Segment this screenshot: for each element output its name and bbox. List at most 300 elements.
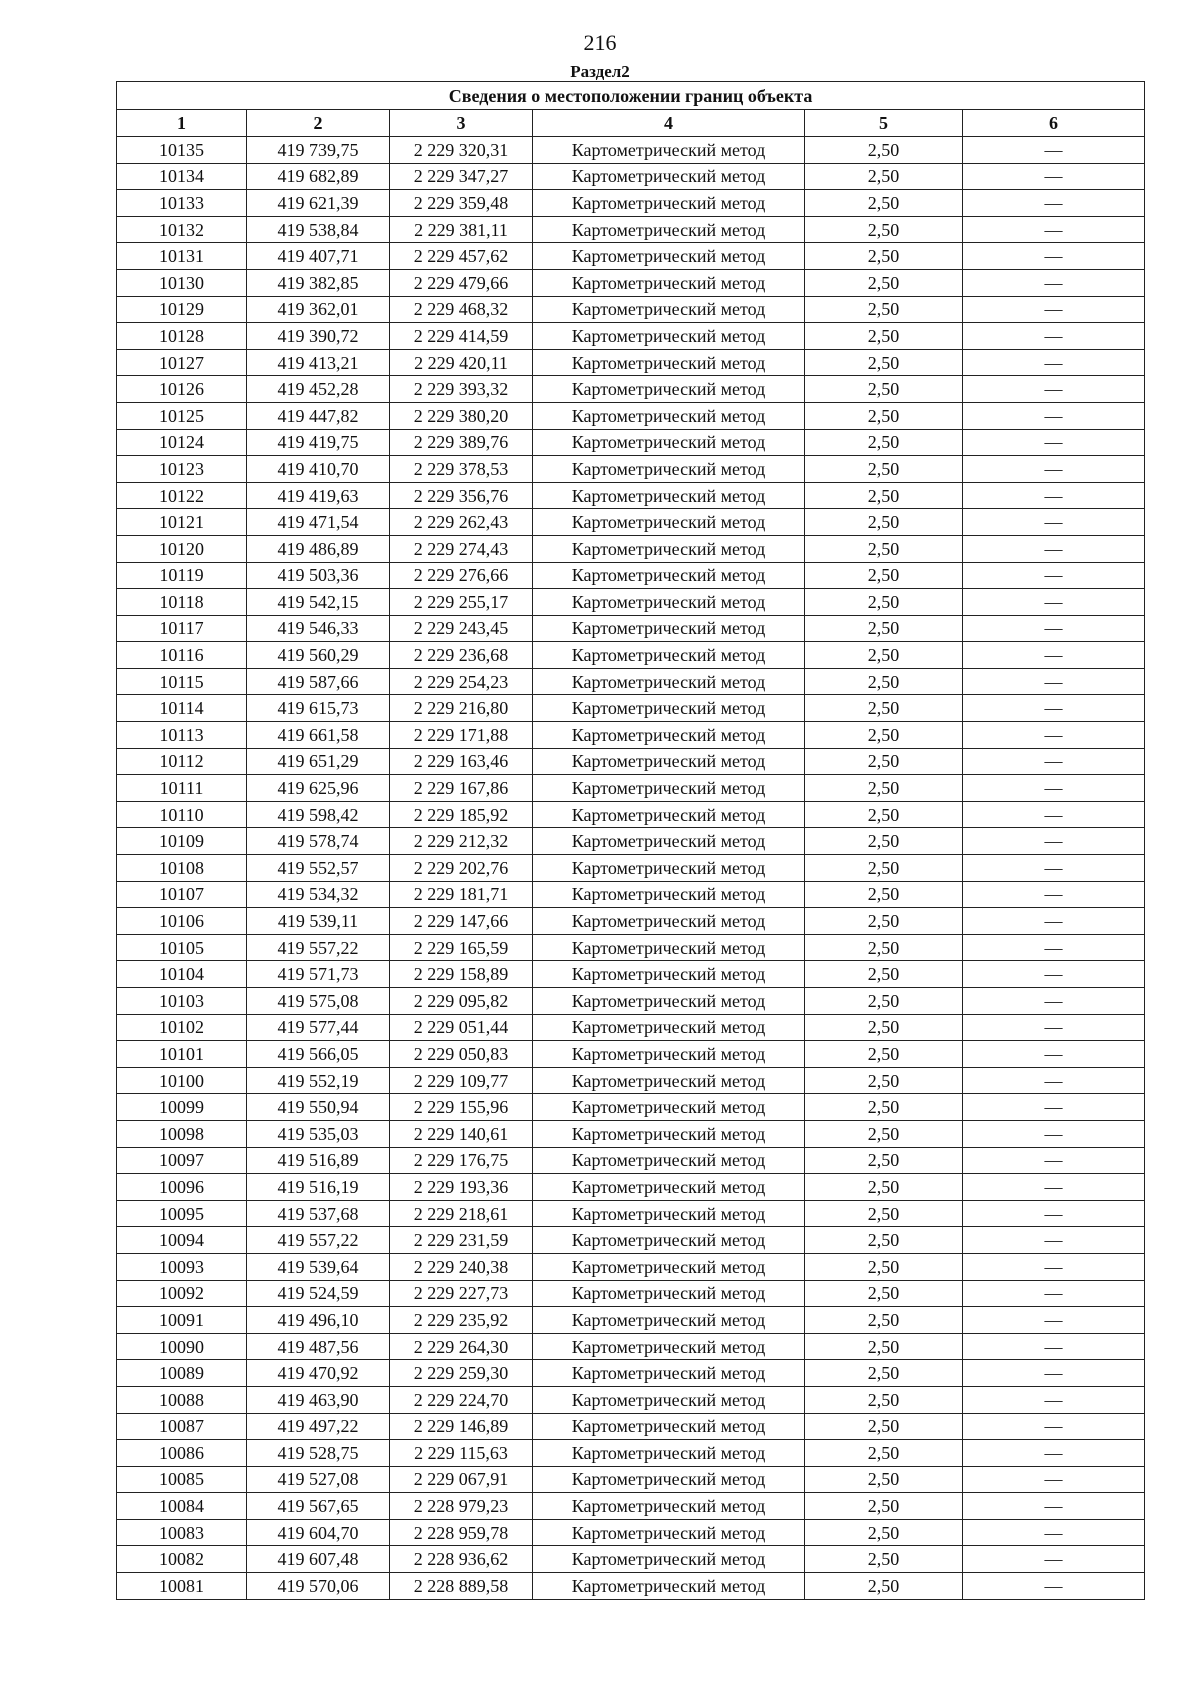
note-cell: —	[963, 1120, 1145, 1147]
x-coordinate-cell: 419 546,33	[247, 615, 390, 642]
y-coordinate-cell: 2 229 468,32	[390, 296, 533, 323]
note-cell: —	[963, 1466, 1145, 1493]
note-cell: —	[963, 1307, 1145, 1334]
point-number-cell: 10112	[117, 748, 247, 775]
x-coordinate-cell: 419 571,73	[247, 961, 390, 988]
point-number-cell: 10135	[117, 137, 247, 164]
method-cell: Картометрический метод	[533, 190, 805, 217]
accuracy-cell: 2,50	[805, 642, 963, 669]
y-coordinate-cell: 2 229 378,53	[390, 456, 533, 483]
accuracy-cell: 2,50	[805, 722, 963, 749]
y-coordinate-cell: 2 229 165,59	[390, 934, 533, 961]
method-cell: Картометрический метод	[533, 988, 805, 1015]
method-cell: Картометрический метод	[533, 429, 805, 456]
y-coordinate-cell: 2 229 140,61	[390, 1120, 533, 1147]
note-cell: —	[963, 1094, 1145, 1121]
y-coordinate-cell: 2 229 167,86	[390, 775, 533, 802]
note-cell: —	[963, 190, 1145, 217]
x-coordinate-cell: 419 739,75	[247, 137, 390, 164]
method-cell: Картометрический метод	[533, 1200, 805, 1227]
table-row	[117, 323, 1145, 350]
accuracy-cell: 2,50	[805, 349, 963, 376]
note-cell: —	[963, 1280, 1145, 1307]
accuracy-cell: 2,50	[805, 828, 963, 855]
accuracy-cell: 2,50	[805, 1253, 963, 1280]
table-row	[117, 668, 1145, 695]
note-cell: —	[963, 562, 1145, 589]
point-number-cell: 10083	[117, 1519, 247, 1546]
method-cell: Картометрический метод	[533, 589, 805, 616]
accuracy-cell: 2,50	[805, 535, 963, 562]
method-cell: Картометрический метод	[533, 722, 805, 749]
y-coordinate-cell: 2 229 356,76	[390, 482, 533, 509]
point-number-cell: 10104	[117, 961, 247, 988]
table-row	[117, 349, 1145, 376]
x-coordinate-cell: 419 577,44	[247, 1014, 390, 1041]
x-coordinate-cell: 419 661,58	[247, 722, 390, 749]
note-cell: —	[963, 642, 1145, 669]
x-coordinate-cell: 419 463,90	[247, 1386, 390, 1413]
accuracy-cell: 2,50	[805, 1573, 963, 1600]
table-header-row	[117, 110, 1145, 137]
method-cell: Картометрический метод	[533, 1014, 805, 1041]
accuracy-cell: 2,50	[805, 775, 963, 802]
y-coordinate-cell: 2 229 185,92	[390, 801, 533, 828]
x-coordinate-cell: 419 447,82	[247, 402, 390, 429]
method-cell: Картометрический метод	[533, 1041, 805, 1068]
accuracy-cell: 2,50	[805, 908, 963, 935]
point-number-cell: 10124	[117, 429, 247, 456]
x-coordinate-cell: 419 621,39	[247, 190, 390, 217]
y-coordinate-cell: 2 229 414,59	[390, 323, 533, 350]
table-row	[117, 615, 1145, 642]
x-coordinate-cell: 419 598,42	[247, 801, 390, 828]
y-coordinate-cell: 2 229 393,32	[390, 376, 533, 403]
point-number-cell: 10081	[117, 1573, 247, 1600]
table-row	[117, 402, 1145, 429]
note-cell: —	[963, 748, 1145, 775]
method-cell: Картометрический метод	[533, 535, 805, 562]
table-row	[117, 1041, 1145, 1068]
accuracy-cell: 2,50	[805, 748, 963, 775]
accuracy-cell: 2,50	[805, 961, 963, 988]
x-coordinate-cell: 419 560,29	[247, 642, 390, 669]
table-row	[117, 1067, 1145, 1094]
column-header: 2	[247, 110, 390, 137]
accuracy-cell: 2,50	[805, 881, 963, 908]
table-row	[117, 1120, 1145, 1147]
y-coordinate-cell: 2 229 109,77	[390, 1067, 533, 1094]
x-coordinate-cell: 419 566,05	[247, 1041, 390, 1068]
x-coordinate-cell: 419 362,01	[247, 296, 390, 323]
method-cell: Картометрический метод	[533, 961, 805, 988]
accuracy-cell: 2,50	[805, 1280, 963, 1307]
point-number-cell: 10102	[117, 1014, 247, 1041]
y-coordinate-cell: 2 229 240,38	[390, 1253, 533, 1280]
point-number-cell: 10121	[117, 509, 247, 536]
table-row	[117, 190, 1145, 217]
note-cell: —	[963, 482, 1145, 509]
method-cell: Картометрический метод	[533, 562, 805, 589]
note-cell: —	[963, 1546, 1145, 1573]
table-row	[117, 828, 1145, 855]
method-cell: Картометрический метод	[533, 216, 805, 243]
point-number-cell: 10131	[117, 243, 247, 270]
point-number-cell: 10123	[117, 456, 247, 483]
method-cell: Картометрический метод	[533, 1120, 805, 1147]
method-cell: Картометрический метод	[533, 801, 805, 828]
x-coordinate-cell: 419 535,03	[247, 1120, 390, 1147]
y-coordinate-cell: 2 229 254,23	[390, 668, 533, 695]
y-coordinate-cell: 2 229 479,66	[390, 269, 533, 296]
y-coordinate-cell: 2 229 212,32	[390, 828, 533, 855]
point-number-cell: 10084	[117, 1493, 247, 1520]
x-coordinate-cell: 419 537,68	[247, 1200, 390, 1227]
accuracy-cell: 2,50	[805, 1546, 963, 1573]
note-cell: —	[963, 1440, 1145, 1467]
table-caption-row	[117, 82, 1145, 110]
method-cell: Картометрический метод	[533, 695, 805, 722]
table-row	[117, 1200, 1145, 1227]
table-row	[117, 216, 1145, 243]
table-row	[117, 1466, 1145, 1493]
table-row	[117, 589, 1145, 616]
point-number-cell: 10125	[117, 402, 247, 429]
x-coordinate-cell: 419 524,59	[247, 1280, 390, 1307]
note-cell: —	[963, 908, 1145, 935]
x-coordinate-cell: 419 557,22	[247, 1227, 390, 1254]
point-number-cell: 10082	[117, 1546, 247, 1573]
point-number-cell: 10109	[117, 828, 247, 855]
table-row	[117, 934, 1145, 961]
method-cell: Картометрический метод	[533, 908, 805, 935]
y-coordinate-cell: 2 228 936,62	[390, 1546, 533, 1573]
table-row	[117, 269, 1145, 296]
point-number-cell: 10107	[117, 881, 247, 908]
table-row	[117, 429, 1145, 456]
x-coordinate-cell: 419 682,89	[247, 163, 390, 190]
note-cell: —	[963, 801, 1145, 828]
accuracy-cell: 2,50	[805, 269, 963, 296]
x-coordinate-cell: 419 486,89	[247, 535, 390, 562]
table-row	[117, 1333, 1145, 1360]
x-coordinate-cell: 419 651,29	[247, 748, 390, 775]
note-cell: —	[963, 323, 1145, 350]
table-row	[117, 1014, 1145, 1041]
point-number-cell: 10130	[117, 269, 247, 296]
table-row	[117, 775, 1145, 802]
table-row	[117, 137, 1145, 164]
table-row	[117, 1280, 1145, 1307]
method-cell: Картометрический метод	[533, 1413, 805, 1440]
point-number-cell: 10091	[117, 1307, 247, 1334]
x-coordinate-cell: 419 410,70	[247, 456, 390, 483]
y-coordinate-cell: 2 229 380,20	[390, 402, 533, 429]
note-cell: —	[963, 349, 1145, 376]
accuracy-cell: 2,50	[805, 509, 963, 536]
y-coordinate-cell: 2 229 181,71	[390, 881, 533, 908]
x-coordinate-cell: 419 539,11	[247, 908, 390, 935]
table-row	[117, 1546, 1145, 1573]
method-cell: Картометрический метод	[533, 1573, 805, 1600]
table-body	[117, 137, 1145, 1600]
table-row	[117, 881, 1145, 908]
point-number-cell: 10108	[117, 855, 247, 882]
note-cell: —	[963, 535, 1145, 562]
method-cell: Картометрический метод	[533, 137, 805, 164]
accuracy-cell: 2,50	[805, 482, 963, 509]
note-cell: —	[963, 1413, 1145, 1440]
accuracy-cell: 2,50	[805, 1014, 963, 1041]
point-number-cell: 10126	[117, 376, 247, 403]
x-coordinate-cell: 419 578,74	[247, 828, 390, 855]
column-header: 4	[533, 110, 805, 137]
note-cell: —	[963, 934, 1145, 961]
table-row	[117, 695, 1145, 722]
y-coordinate-cell: 2 229 193,36	[390, 1174, 533, 1201]
point-number-cell: 10097	[117, 1147, 247, 1174]
note-cell: —	[963, 589, 1145, 616]
point-number-cell: 10100	[117, 1067, 247, 1094]
x-coordinate-cell: 419 407,71	[247, 243, 390, 270]
method-cell: Картометрический метод	[533, 1307, 805, 1334]
table-row	[117, 642, 1145, 669]
method-cell: Картометрический метод	[533, 323, 805, 350]
page-number: 216	[583, 30, 617, 55]
accuracy-cell: 2,50	[805, 1094, 963, 1121]
note-cell: —	[963, 1067, 1145, 1094]
note-cell: —	[963, 1200, 1145, 1227]
table-row	[117, 1573, 1145, 1600]
x-coordinate-cell: 419 557,22	[247, 934, 390, 961]
x-coordinate-cell: 419 413,21	[247, 349, 390, 376]
accuracy-cell: 2,50	[805, 1493, 963, 1520]
table-row	[117, 243, 1145, 270]
note-cell: —	[963, 668, 1145, 695]
table-row	[117, 509, 1145, 536]
accuracy-cell: 2,50	[805, 1120, 963, 1147]
method-cell: Картометрический метод	[533, 1386, 805, 1413]
note-cell: —	[963, 1014, 1145, 1041]
x-coordinate-cell: 419 539,64	[247, 1253, 390, 1280]
note-cell: —	[963, 1386, 1145, 1413]
method-cell: Картометрический метод	[533, 615, 805, 642]
point-number-cell: 10116	[117, 642, 247, 669]
method-cell: Картометрический метод	[533, 163, 805, 190]
x-coordinate-cell: 419 607,48	[247, 1546, 390, 1573]
method-cell: Картометрический метод	[533, 1466, 805, 1493]
point-number-cell: 10114	[117, 695, 247, 722]
note-cell: —	[963, 137, 1145, 164]
note-cell: —	[963, 296, 1145, 323]
y-coordinate-cell: 2 228 979,23	[390, 1493, 533, 1520]
table-row	[117, 988, 1145, 1015]
accuracy-cell: 2,50	[805, 934, 963, 961]
x-coordinate-cell: 419 470,92	[247, 1360, 390, 1387]
y-coordinate-cell: 2 229 216,80	[390, 695, 533, 722]
x-coordinate-cell: 419 516,19	[247, 1174, 390, 1201]
section-title: Раздел2	[570, 62, 630, 81]
method-cell: Картометрический метод	[533, 1067, 805, 1094]
accuracy-cell: 2,50	[805, 695, 963, 722]
note-cell: —	[963, 1041, 1145, 1068]
y-coordinate-cell: 2 228 959,78	[390, 1519, 533, 1546]
x-coordinate-cell: 419 503,36	[247, 562, 390, 589]
y-coordinate-cell: 2 229 255,17	[390, 589, 533, 616]
accuracy-cell: 2,50	[805, 1227, 963, 1254]
note-cell: —	[963, 881, 1145, 908]
y-coordinate-cell: 2 229 202,76	[390, 855, 533, 882]
method-cell: Картометрический метод	[533, 1493, 805, 1520]
point-number-cell: 10127	[117, 349, 247, 376]
method-cell: Картометрический метод	[533, 402, 805, 429]
table-row	[117, 1440, 1145, 1467]
point-number-cell: 10085	[117, 1466, 247, 1493]
accuracy-cell: 2,50	[805, 376, 963, 403]
note-cell: —	[963, 163, 1145, 190]
method-cell: Картометрический метод	[533, 1280, 805, 1307]
table-row	[117, 296, 1145, 323]
note-cell: —	[963, 1227, 1145, 1254]
table-row	[117, 908, 1145, 935]
accuracy-cell: 2,50	[805, 456, 963, 483]
y-coordinate-cell: 2 229 231,59	[390, 1227, 533, 1254]
y-coordinate-cell: 2 229 235,92	[390, 1307, 533, 1334]
y-coordinate-cell: 2 229 051,44	[390, 1014, 533, 1041]
x-coordinate-cell: 419 452,28	[247, 376, 390, 403]
point-number-cell: 10095	[117, 1200, 247, 1227]
table-caption: Сведения о местоположении границ объекта	[117, 82, 1145, 110]
method-cell: Картометрический метод	[533, 775, 805, 802]
method-cell: Картометрический метод	[533, 243, 805, 270]
y-coordinate-cell: 2 229 359,48	[390, 190, 533, 217]
method-cell: Картометрический метод	[533, 1253, 805, 1280]
accuracy-cell: 2,50	[805, 1307, 963, 1334]
note-cell: —	[963, 216, 1145, 243]
y-coordinate-cell: 2 229 264,30	[390, 1333, 533, 1360]
table-row	[117, 1147, 1145, 1174]
table-row	[117, 1413, 1145, 1440]
method-cell: Картометрический метод	[533, 828, 805, 855]
accuracy-cell: 2,50	[805, 243, 963, 270]
method-cell: Картометрический метод	[533, 1333, 805, 1360]
accuracy-cell: 2,50	[805, 296, 963, 323]
accuracy-cell: 2,50	[805, 1041, 963, 1068]
accuracy-cell: 2,50	[805, 323, 963, 350]
method-cell: Картометрический метод	[533, 1147, 805, 1174]
x-coordinate-cell: 419 382,85	[247, 269, 390, 296]
y-coordinate-cell: 2 229 115,63	[390, 1440, 533, 1467]
point-number-cell: 10101	[117, 1041, 247, 1068]
accuracy-cell: 2,50	[805, 801, 963, 828]
table-row	[117, 376, 1145, 403]
accuracy-cell: 2,50	[805, 1200, 963, 1227]
table-row	[117, 163, 1145, 190]
note-cell: —	[963, 429, 1145, 456]
point-number-cell: 10134	[117, 163, 247, 190]
note-cell: —	[963, 695, 1145, 722]
accuracy-cell: 2,50	[805, 402, 963, 429]
point-number-cell: 10118	[117, 589, 247, 616]
y-coordinate-cell: 2 229 146,89	[390, 1413, 533, 1440]
note-cell: —	[963, 1519, 1145, 1546]
x-coordinate-cell: 419 528,75	[247, 1440, 390, 1467]
accuracy-cell: 2,50	[805, 988, 963, 1015]
x-coordinate-cell: 419 552,57	[247, 855, 390, 882]
point-number-cell: 10086	[117, 1440, 247, 1467]
point-number-cell: 10098	[117, 1120, 247, 1147]
table-row	[117, 961, 1145, 988]
y-coordinate-cell: 2 229 381,11	[390, 216, 533, 243]
method-cell: Картометрический метод	[533, 881, 805, 908]
column-header: 5	[805, 110, 963, 137]
x-coordinate-cell: 419 496,10	[247, 1307, 390, 1334]
y-coordinate-cell: 2 228 889,58	[390, 1573, 533, 1600]
point-number-cell: 10128	[117, 323, 247, 350]
note-cell: —	[963, 1147, 1145, 1174]
x-coordinate-cell: 419 550,94	[247, 1094, 390, 1121]
table-row	[117, 482, 1145, 509]
method-cell: Картометрический метод	[533, 1360, 805, 1387]
boundary-coordinates-table	[116, 81, 1145, 1600]
x-coordinate-cell: 419 604,70	[247, 1519, 390, 1546]
y-coordinate-cell: 2 229 158,89	[390, 961, 533, 988]
accuracy-cell: 2,50	[805, 1067, 963, 1094]
note-cell: —	[963, 775, 1145, 802]
y-coordinate-cell: 2 229 389,76	[390, 429, 533, 456]
method-cell: Картометрический метод	[533, 934, 805, 961]
point-number-cell: 10122	[117, 482, 247, 509]
table-row	[117, 748, 1145, 775]
point-number-cell: 10099	[117, 1094, 247, 1121]
point-number-cell: 10106	[117, 908, 247, 935]
accuracy-cell: 2,50	[805, 562, 963, 589]
x-coordinate-cell: 419 419,63	[247, 482, 390, 509]
note-cell: —	[963, 509, 1145, 536]
y-coordinate-cell: 2 229 347,27	[390, 163, 533, 190]
method-cell: Картометрический метод	[533, 482, 805, 509]
point-number-cell: 10132	[117, 216, 247, 243]
x-coordinate-cell: 419 552,19	[247, 1067, 390, 1094]
y-coordinate-cell: 2 229 218,61	[390, 1200, 533, 1227]
y-coordinate-cell: 2 229 147,66	[390, 908, 533, 935]
y-coordinate-cell: 2 229 224,70	[390, 1386, 533, 1413]
x-coordinate-cell: 419 534,32	[247, 881, 390, 908]
method-cell: Картометрический метод	[533, 1519, 805, 1546]
accuracy-cell: 2,50	[805, 1413, 963, 1440]
method-cell: Картометрический метод	[533, 1440, 805, 1467]
x-coordinate-cell: 419 570,06	[247, 1573, 390, 1600]
method-cell: Картометрический метод	[533, 456, 805, 483]
table-row	[117, 456, 1145, 483]
table-row	[117, 535, 1145, 562]
note-cell: —	[963, 269, 1145, 296]
y-coordinate-cell: 2 229 050,83	[390, 1041, 533, 1068]
point-number-cell: 10103	[117, 988, 247, 1015]
point-number-cell: 10129	[117, 296, 247, 323]
point-number-cell: 10087	[117, 1413, 247, 1440]
table-row	[117, 1493, 1145, 1520]
table-row	[117, 801, 1145, 828]
point-number-cell: 10120	[117, 535, 247, 562]
accuracy-cell: 2,50	[805, 216, 963, 243]
point-number-cell: 10088	[117, 1386, 247, 1413]
note-cell: —	[963, 988, 1145, 1015]
accuracy-cell: 2,50	[805, 668, 963, 695]
point-number-cell: 10090	[117, 1333, 247, 1360]
accuracy-cell: 2,50	[805, 1466, 963, 1493]
y-coordinate-cell: 2 229 163,46	[390, 748, 533, 775]
